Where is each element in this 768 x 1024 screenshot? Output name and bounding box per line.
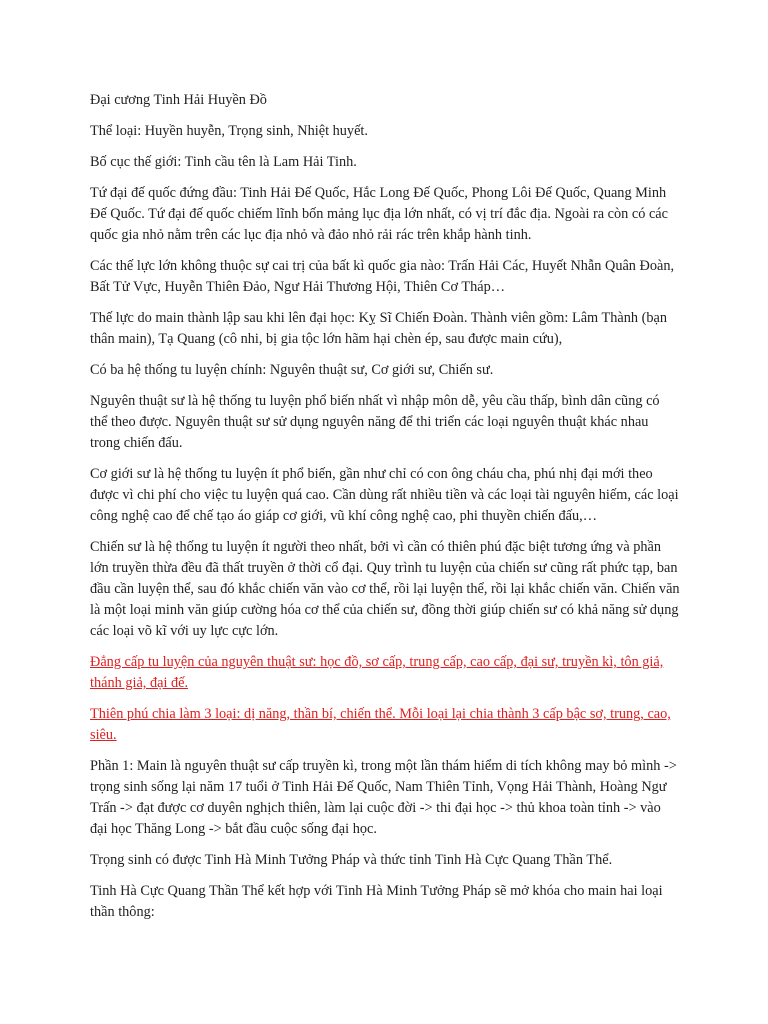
warrior-system-paragraph: Chiến sư là hệ thống tu luyện ít người theo nhất, bởi vì cần có thiên phú đặc biệt tương ứng và phần lớn truyền thừa đều đã thất truyền ở thời cổ đại. Quy trình tu luyện của chiến sư cũng rất phức tạp, ban đầu cần luyện thể, sau đó khắc chiến văn vào cơ thể, rồi lại luyện thể, rồi lại khắc chiến văn. Chiến văn là một loại minh văn giúp cường hóa cơ thể của chiến sư, đồng thời giúp chiến sư có khả năng sử dụng các loại võ kĩ với uy lực cực lớn.: [90, 539, 680, 639]
mech-system-paragraph: Cơ giới sư là hệ thống tu luyện ít phổ biến, gần như chỉ có con ông cháu cha, phú nhị đại mới theo được vì chi phí cho việc tu luyện quá cao. Cần dùng rất nhiều tiền và các loại tài nguyên hiếm, các loại công nghệ cao để chế tạo áo giáp cơ giới, vũ khí công nghệ cao, phi thuyền chiến đấu,…: [90, 466, 679, 524]
document-page: [90, 90, 680, 933]
empires-paragraph: Tứ đại đế quốc đứng đầu: Tinh Hải Đế Quốc, Hắc Long Đế Quốc, Phong Lôi Đế Quốc, Quang Minh Đế Quốc. Tứ đại đế quốc chiếm lĩnh bốn mảng lục địa lớn nhất, có vị trí đắc địa. Ngoài ra còn có các quốc gia nhỏ nằm trên các lục địa nhỏ và đảo nhỏ rải rác trên khắp hành tinh.: [90, 185, 668, 243]
genre-paragraph: Thể loại: Huyền huyễn, Trọng sinh, Nhiệt huyết.: [90, 123, 368, 139]
divine-abilities-paragraph: Tinh Hà Cực Quang Thần Thể kết hợp với Tinh Hà Minh Tưởng Pháp sẽ mở khóa cho main hai loại thần thông:: [90, 883, 663, 920]
document-title: Đại cương Tinh Hải Huyền Đồ: [90, 92, 267, 108]
mage-ranks-paragraph: Đẳng cấp tu luyện của nguyên thuật sư: học đồ, sơ cấp, trung cấp, cao cấp, đại sư, truyền kì, tôn giả, thánh giả, đại đế.: [90, 654, 664, 691]
main-faction-paragraph: Thế lực do main thành lập sau khi lên đại học: Kỵ Sĩ Chiến Đoàn. Thành viên gồm: Lâm Thành (bạn thân main), Tạ Quang (cô nhi, bị gia tộc lớn hãm hại chèn ép, sau được main cứu),: [90, 310, 667, 347]
factions-paragraph: Các thế lực lớn không thuộc sự cai trị của bất kì quốc gia nào: Trấn Hải Các, Huyết Nhẫn Quân Đoàn, Bất Tử Vực, Huyễn Thiên Đảo, Ngư Hải Thương Hội, Thiên Cơ Tháp…: [90, 258, 675, 295]
part-one-paragraph: Phần 1: Main là nguyên thuật sư cấp truyền kì, trong một lần thám hiểm di tích không may bỏ mình -> trọng sinh sống lại năm 17 tuổi ở Tinh Hải Đế Quốc, Nam Thiên Tỉnh, Vọng Hải Thành, Hoàng Ngư Trấn -> đạt được cơ duyên nghịch thiên, làm lại cuộc đời -> thi đại học -> thủ khoa toàn tỉnh -> vào đại học Thăng Long -> bắt đầu cuộc sống đại học.: [90, 758, 677, 837]
mage-system-paragraph: Nguyên thuật sư là hệ thống tu luyện phổ biến nhất vì nhập môn dễ, yêu cầu thấp, bình dân cũng có thể theo được. Nguyên thuật sư sử dụng nguyên năng để thi triển các loại nguyên thuật khác nhau trong chiến đấu.: [90, 393, 660, 451]
talent-types-paragraph: Thiên phú chia làm 3 loại: dị năng, thần bí, chiến thể. Mỗi loại lại chia thành 3 cấp bậc sơ, trung, cao, siêu.: [90, 706, 671, 743]
world-layout-paragraph: Bố cục thế giới: Tinh cầu tên là Lam Hải Tinh.: [90, 154, 357, 170]
rebirth-paragraph: Trọng sinh có được Tinh Hà Minh Tưởng Pháp và thức tỉnh Tinh Hà Cực Quang Thần Thể.: [90, 852, 613, 868]
cultivation-systems-paragraph: Có ba hệ thống tu luyện chính: Nguyên thuật sư, Cơ giới sư, Chiến sư.: [90, 362, 494, 378]
